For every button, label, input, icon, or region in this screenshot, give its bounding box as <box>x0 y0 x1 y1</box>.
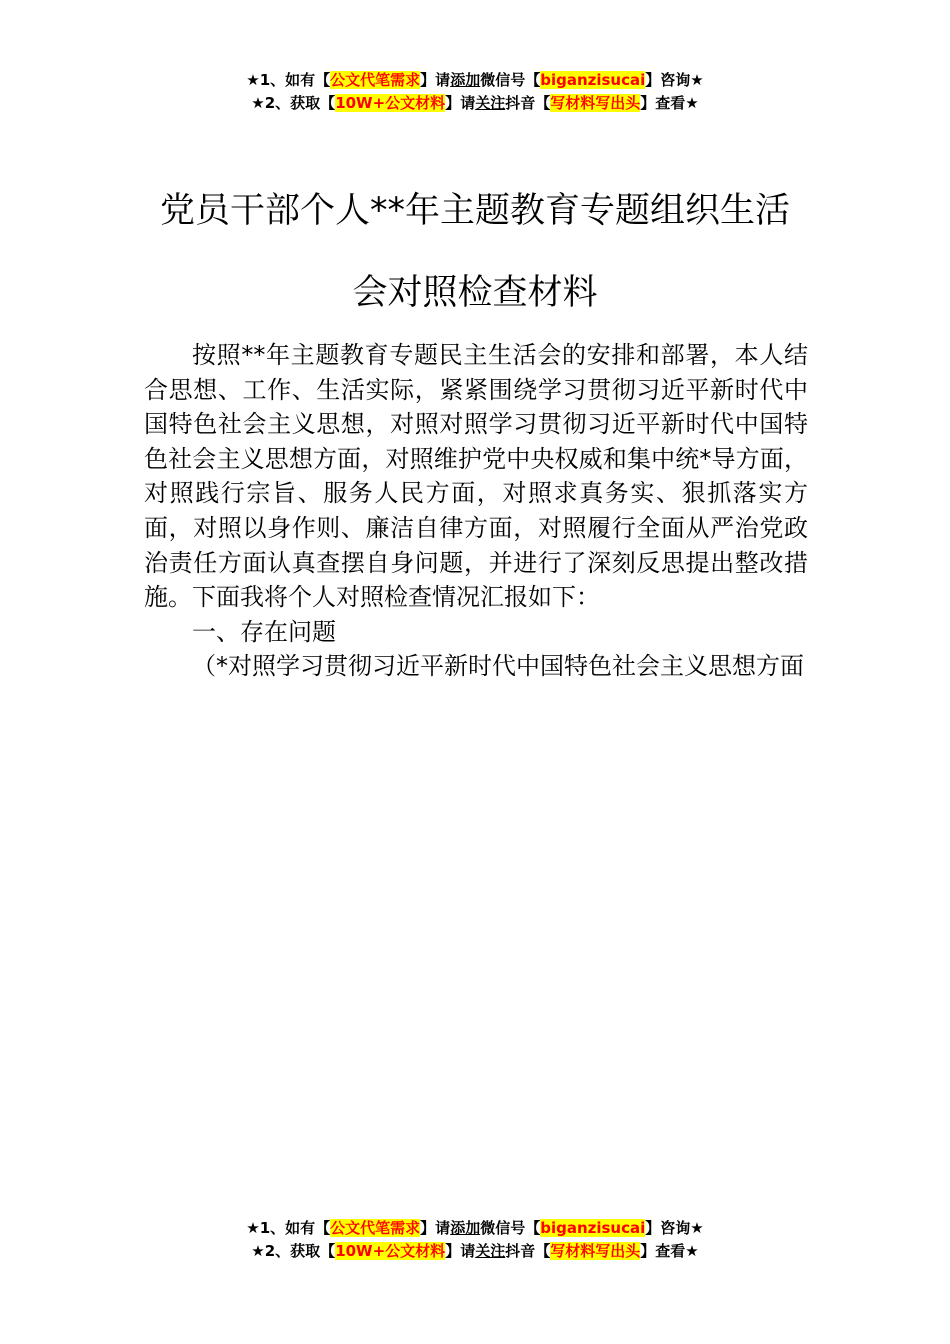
banner-underline: 添加 <box>450 71 481 89</box>
banner-text: 抖音【 <box>505 94 551 112</box>
banner-highlight: 公文代笔需求 <box>330 71 421 89</box>
banner-highlight: 写材料写出头 <box>550 94 641 112</box>
banner-highlight: 写材料写出头 <box>550 1242 641 1260</box>
banner-text: ★1、如有【 <box>246 1219 331 1237</box>
banner-line-2 <box>0 1240 950 1263</box>
intro-paragraph: 按照**年主题教育专题民主生活会的安排和部署，本人结合思想、工作、生活实际，紧紧围绕学习贯彻习近平新时代中国特色社会主义思想，对照对照学习贯彻习近平新时代中国特色社会主义思想方面，对照维护党中央权威和集中统*导方面，对照践行宗旨、服务人民方面，对照求真务实、狠抓落实方面，对照以身作则、廉洁自律方面，对照履行全面从严治党政治责任方面认真查摆自身问题，并进行了深刻反思提出整改措施。下面我将个人对照检查情况汇报如下： <box>144 341 808 612</box>
banner-highlight: biganzisucai <box>540 1219 646 1237</box>
banner-highlight: 10W+公文材料 <box>335 94 446 112</box>
title-line-2: 会对照检查材料 <box>352 273 598 313</box>
banner-text: 】请 <box>420 71 451 89</box>
banner-text: 】查看★ <box>640 1242 699 1260</box>
banner-underline: 添加 <box>450 1219 481 1237</box>
banner-underline: 关注 <box>475 1242 506 1260</box>
subsection-heading: （*对照学习贯彻习近平新时代中国特色社会主义思想方面 <box>192 652 804 681</box>
banner-text: ★1、如有【 <box>246 71 331 89</box>
banner-text: 】咨询★ <box>645 71 704 89</box>
banner-text: 抖音【 <box>505 1242 551 1260</box>
banner-highlight: biganzisucai <box>540 71 646 89</box>
banner-line-1 <box>0 1217 950 1240</box>
banner-text: 微信号【 <box>480 1219 541 1237</box>
banner-highlight: 公文代笔需求 <box>330 1219 421 1237</box>
footer-banner <box>0 1217 950 1263</box>
title-line-1: 党员干部个人**年主题教育专题组织生活 <box>159 191 790 231</box>
document-title <box>140 170 810 334</box>
banner-text: 】请 <box>420 1219 451 1237</box>
banner-text: 】请 <box>445 94 476 112</box>
banner-text: ★2、获取【 <box>251 1242 336 1260</box>
banner-text: ★2、获取【 <box>251 94 336 112</box>
banner-highlight: 10W+公文材料 <box>335 1242 446 1260</box>
section-heading: 一、存在问题 <box>192 617 336 646</box>
banner-text: 】查看★ <box>640 94 699 112</box>
banner-underline: 关注 <box>475 94 506 112</box>
header-banner <box>0 69 950 115</box>
banner-line-2 <box>0 92 950 115</box>
banner-text: 微信号【 <box>480 71 541 89</box>
banner-text: 】请 <box>445 1242 476 1260</box>
document-body <box>144 338 808 684</box>
banner-line-1 <box>0 69 950 92</box>
banner-text: 】咨询★ <box>645 1219 704 1237</box>
